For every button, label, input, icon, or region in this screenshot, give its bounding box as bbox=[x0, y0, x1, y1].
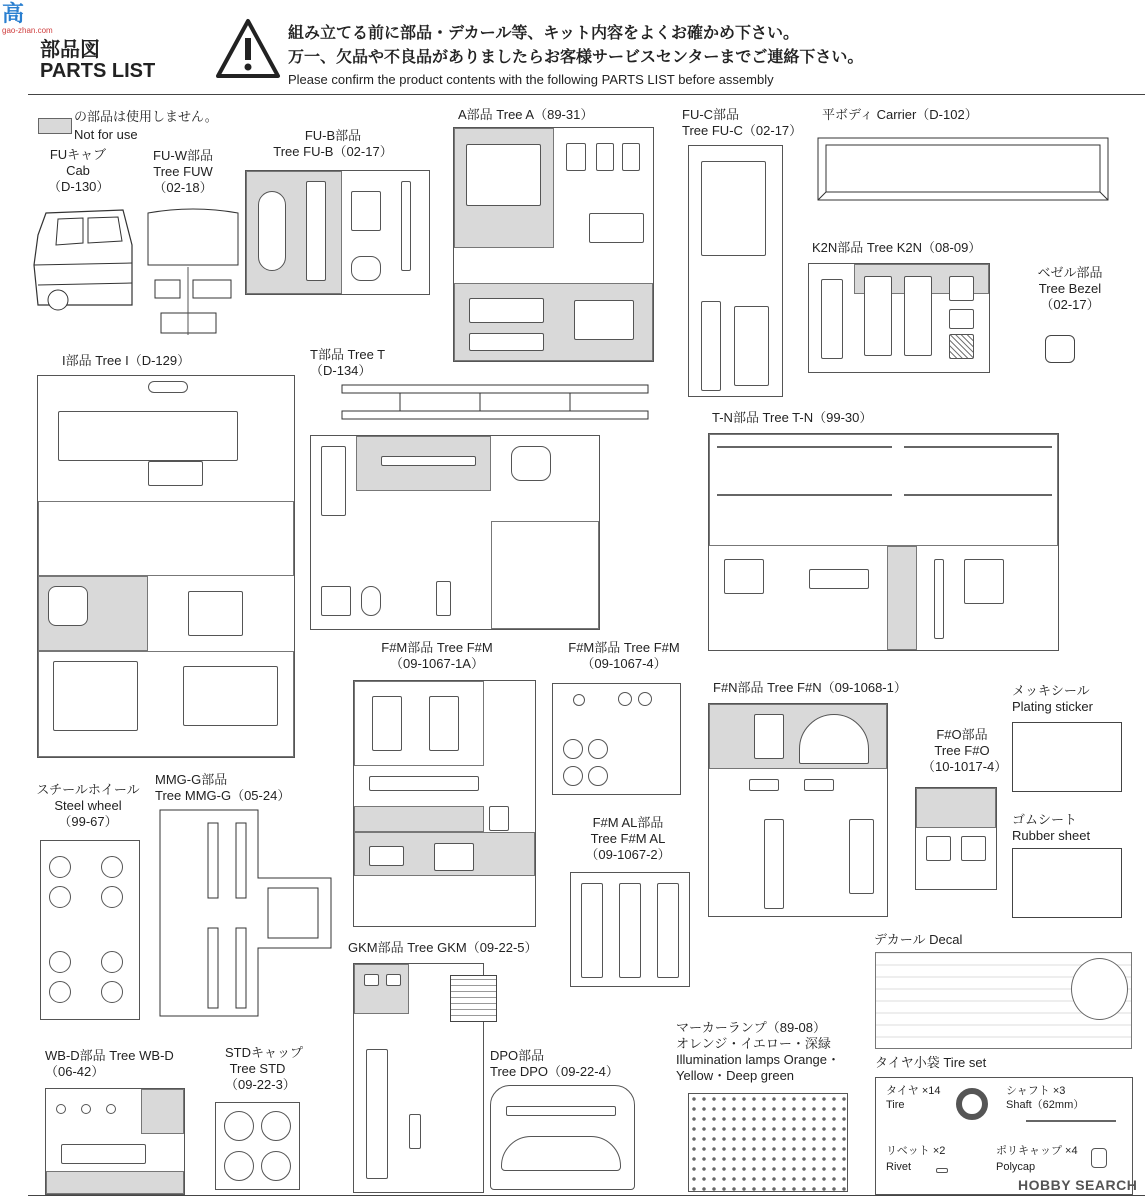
notice-jp-2: 万一、欠品や不良品がありましたらお客様サービスセンターまでご連絡下さい。 bbox=[288, 49, 864, 66]
tree-k2n bbox=[808, 263, 990, 373]
tire-label-en: Tire bbox=[886, 1099, 905, 1111]
tree-steel bbox=[40, 840, 140, 1020]
plating-sticker-box bbox=[1012, 722, 1122, 792]
tireset-label: タイヤ小袋 Tire set bbox=[875, 1055, 987, 1070]
cab-label: FUキャブ Cab （D-130） bbox=[48, 147, 110, 194]
shaft-icon bbox=[1026, 1120, 1116, 1122]
tree-tn bbox=[708, 433, 1059, 651]
header-divider bbox=[28, 94, 1145, 95]
tree-dpo bbox=[490, 1085, 635, 1190]
fmal-label: F#M AL部品 Tree F#M AL （09-1067-2） bbox=[585, 815, 671, 862]
i-label: I部品 Tree I（D-129） bbox=[62, 353, 191, 368]
tire-label-jp: タイヤ ×14 bbox=[886, 1085, 941, 1097]
fuc-label: FU-C部品 Tree FU-C（02-17） bbox=[682, 107, 803, 138]
polycap-label-en: Polycap bbox=[996, 1161, 1036, 1173]
tree-wbd bbox=[45, 1088, 185, 1195]
decal-sheet bbox=[875, 952, 1132, 1049]
t-label: T部品 Tree T （D-134） bbox=[310, 347, 386, 378]
tree-fmal bbox=[570, 872, 690, 987]
std-label: STDキャップ Tree STD （09-22-3） bbox=[225, 1045, 304, 1092]
watermark-logo bbox=[2, 2, 72, 36]
a-label: A部品 Tree A（89-31） bbox=[458, 107, 594, 122]
tree-fn bbox=[708, 703, 888, 917]
k2n-label: K2N部品 Tree K2N（08-09） bbox=[812, 240, 982, 255]
fn-label: F#N部品 Tree F#N（09-1068-1） bbox=[713, 680, 907, 695]
decal-label: デカール Decal bbox=[874, 932, 963, 947]
rivet-label-en: Rivet bbox=[886, 1161, 912, 1173]
notice-jp-1: 組み立てる前に部品・デカール等、キット内容をよくお確かめ下さい。 bbox=[288, 25, 800, 42]
shaft-label-en: Shaft（62mm） bbox=[1006, 1099, 1085, 1111]
carrier-drawing bbox=[808, 130, 1118, 215]
page-title-jp: 部品図 bbox=[40, 39, 100, 61]
steel-label: スチールホイール Steel wheel （99-67） bbox=[36, 782, 140, 829]
watermark-chars: 高 bbox=[2, 1, 25, 26]
legend-text-en: Not for use bbox=[74, 127, 138, 142]
page-bottom-border bbox=[28, 1195, 1145, 1196]
tree-std bbox=[215, 1102, 300, 1190]
tree-fuc bbox=[688, 145, 783, 397]
fo-label: F#O部品 Tree F#O （10-1017-4） bbox=[922, 727, 1008, 774]
gkm-panel bbox=[450, 975, 497, 1022]
warning-icon bbox=[215, 18, 281, 80]
rubber-sheet-box bbox=[1012, 848, 1122, 918]
bezel-part bbox=[1045, 335, 1075, 363]
tree-t bbox=[310, 435, 600, 630]
polycap-label-jp: ポリキャップ ×4 bbox=[996, 1145, 1078, 1157]
plating-label: メッキシール Plating sticker bbox=[1012, 683, 1093, 714]
rubber-label: ゴムシート Rubber sheet bbox=[1012, 812, 1091, 843]
fm1-label: F#M部品 Tree F#M （09-1067-1A） bbox=[381, 640, 493, 671]
tree-fub bbox=[245, 170, 430, 295]
rivet-icon bbox=[936, 1168, 948, 1173]
bezel-label: ベゼル部品 Tree Bezel （02-17） bbox=[1037, 265, 1103, 312]
fuw-tree-drawing bbox=[143, 205, 243, 340]
fub-label: FU-B部品 Tree FU-B（02-17） bbox=[273, 128, 393, 159]
polycap-icon bbox=[1091, 1148, 1107, 1168]
t-frame-drawing bbox=[340, 383, 650, 423]
watermark-site: gao-zhan.com bbox=[2, 26, 53, 35]
tree-fm4 bbox=[552, 683, 681, 795]
legend-text-jp: の部品は使用しません。 bbox=[74, 109, 218, 124]
tree-fo bbox=[915, 787, 997, 890]
carrier-label: 平ボディ Carrier（D-102） bbox=[822, 107, 978, 122]
hobby-search-watermark: HOBBY SEARCH bbox=[1018, 1177, 1138, 1193]
shaft-label-jp: シャフト ×3 bbox=[1006, 1085, 1066, 1097]
legend-swatch bbox=[38, 118, 72, 134]
notice-en: Please confirm the product contents with the following PARTS LIST before assembly bbox=[288, 72, 774, 87]
mmg-label: MMG-G部品 Tree MMG-G（05-24） bbox=[155, 772, 291, 803]
tn-label: T-N部品 Tree T-N（99-30） bbox=[712, 410, 873, 425]
cab-drawing bbox=[28, 205, 138, 315]
wbd-label: WB-D部品 Tree WB-D （06-42） bbox=[45, 1048, 174, 1079]
tree-a bbox=[453, 127, 654, 362]
rivet-label-jp: リベット ×2 bbox=[886, 1145, 946, 1157]
fuw-label: FU-W部品 Tree FUW （02-18） bbox=[153, 148, 213, 195]
tree-mmg bbox=[158, 808, 333, 1018]
marker-lamp-sprue bbox=[688, 1093, 848, 1192]
tree-fm1 bbox=[353, 680, 536, 927]
gkm-label: GKM部品 Tree GKM（09-22-5） bbox=[348, 940, 538, 955]
dpo-label: DPO部品 Tree DPO（09-22-4） bbox=[490, 1048, 619, 1079]
tree-i bbox=[37, 375, 295, 758]
page-title-en: PARTS LIST bbox=[40, 60, 156, 82]
marker-label: マーカーランプ（89-08） オレンジ・イエロー・深緑 Illumination lamps Orange・ Yellow・Deep green bbox=[676, 1020, 841, 1083]
fm4-label: F#M部品 Tree F#M （09-1067-4） bbox=[568, 640, 680, 671]
tire-icon bbox=[956, 1088, 988, 1120]
